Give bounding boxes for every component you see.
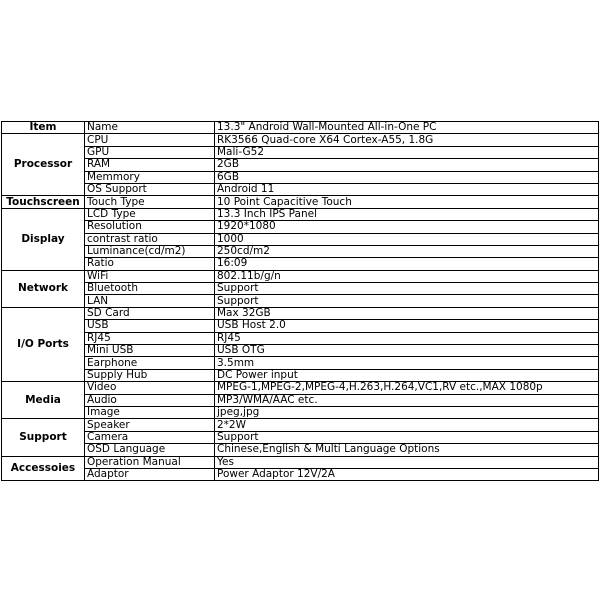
- table-row: [2, 183, 599, 195]
- spec-value-cell: 13.3 Inch IPS Panel: [215, 208, 599, 220]
- spec-name-cell: Earphone: [85, 357, 215, 369]
- table-row: [2, 146, 599, 158]
- spec-name-cell: Camera: [85, 431, 215, 443]
- group-label: Accessoies: [2, 456, 85, 481]
- header-value-cell: 13.3" Android Wall-Mounted All-in-One PC: [215, 122, 599, 134]
- table-row: [2, 382, 599, 394]
- table-row: [2, 295, 599, 307]
- table-row: [2, 320, 599, 332]
- spec-value-cell: MPEG-1,MPEG-2,MPEG-4,H.263,H.264,VC1,RV etc.,MAX 1080p: [215, 382, 599, 394]
- group-label: Media: [2, 382, 85, 419]
- spec-value-cell: Support: [215, 283, 599, 295]
- group-label: Processor: [2, 134, 85, 196]
- spec-value-cell: Power Adaptor 12V/2A: [215, 468, 599, 480]
- spec-value-cell: Mali-G52: [215, 146, 599, 158]
- header-name-cell: Name: [85, 122, 215, 134]
- table-row: [2, 468, 599, 480]
- spec-name-cell: Video: [85, 382, 215, 394]
- spec-value-cell: 2*2W: [215, 419, 599, 431]
- table-row: [2, 221, 599, 233]
- spec-value-cell: USB OTG: [215, 345, 599, 357]
- spec-name-cell: SD Card: [85, 307, 215, 319]
- table-row: [2, 307, 599, 319]
- header-item-cell: Item: [2, 122, 85, 134]
- spec-table: [1, 121, 599, 481]
- header-row: [2, 122, 599, 134]
- spec-name-cell: USB: [85, 320, 215, 332]
- spec-value-cell: 802.11b/g/n: [215, 270, 599, 282]
- spec-value-cell: jpeg,jpg: [215, 406, 599, 418]
- spec-name-cell: Bluetooth: [85, 283, 215, 295]
- spec-name-cell: Touch Type: [85, 196, 215, 208]
- spec-value-cell: MP3/WMA/AAC etc.: [215, 394, 599, 406]
- spec-name-cell: Operation Manual: [85, 456, 215, 468]
- spec-name-cell: LCD Type: [85, 208, 215, 220]
- spec-name-cell: RAM: [85, 159, 215, 171]
- table-row: [2, 345, 599, 357]
- table-row: [2, 357, 599, 369]
- spec-value-cell: 10 Point Capacitive Touch: [215, 196, 599, 208]
- spec-name-cell: OS Support: [85, 183, 215, 195]
- table-row: [2, 270, 599, 282]
- spec-name-cell: Resolution: [85, 221, 215, 233]
- spec-value-cell: 3.5mm: [215, 357, 599, 369]
- spec-name-cell: Mini USB: [85, 345, 215, 357]
- spec-name-cell: LAN: [85, 295, 215, 307]
- table-row: [2, 233, 599, 245]
- spec-name-cell: Adaptor: [85, 468, 215, 480]
- group-label: Support: [2, 419, 85, 456]
- spec-name-cell: RJ45: [85, 332, 215, 344]
- spec-name-cell: Audio: [85, 394, 215, 406]
- spec-name-cell: CPU: [85, 134, 215, 146]
- spec-value-cell: Yes: [215, 456, 599, 468]
- spec-name-cell: GPU: [85, 146, 215, 158]
- spec-name-cell: Supply Hub: [85, 369, 215, 381]
- spec-value-cell: Support: [215, 431, 599, 443]
- table-row: [2, 406, 599, 418]
- spec-value-cell: 1920*1080: [215, 221, 599, 233]
- table-row: [2, 208, 599, 220]
- spec-name-cell: WiFi: [85, 270, 215, 282]
- table-row: [2, 159, 599, 171]
- spec-value-cell: DC Power input: [215, 369, 599, 381]
- spec-value-cell: 2GB: [215, 159, 599, 171]
- spec-value-cell: 6GB: [215, 171, 599, 183]
- table-row: [2, 456, 599, 468]
- group-label: Touchscreen: [2, 196, 85, 208]
- table-row: [2, 394, 599, 406]
- spec-value-cell: USB Host 2.0: [215, 320, 599, 332]
- spec-value-cell: Chinese,English & Multi Language Options: [215, 444, 599, 456]
- table-row: [2, 332, 599, 344]
- spec-value-cell: Support: [215, 295, 599, 307]
- spec-value-cell: Android 11: [215, 183, 599, 195]
- table-row: [2, 369, 599, 381]
- spec-value-cell: RK3566 Quad-core X64 Cortex-A55, 1.8G: [215, 134, 599, 146]
- spec-value-cell: 1000: [215, 233, 599, 245]
- spec-name-cell: Speaker: [85, 419, 215, 431]
- spec-value-cell: 16:09: [215, 258, 599, 270]
- spec-name-cell: Ratio: [85, 258, 215, 270]
- spec-name-cell: Luminance(cd/m2): [85, 245, 215, 257]
- group-label: Display: [2, 208, 85, 270]
- table-row: [2, 134, 599, 146]
- table-row: [2, 431, 599, 443]
- spec-name-cell: OSD Language: [85, 444, 215, 456]
- table-row: [2, 245, 599, 257]
- spec-value-cell: Max 32GB: [215, 307, 599, 319]
- table-row: [2, 171, 599, 183]
- table-row: [2, 258, 599, 270]
- table-row: [2, 444, 599, 456]
- spec-name-cell: contrast ratio: [85, 233, 215, 245]
- spec-value-cell: RJ45: [215, 332, 599, 344]
- spec-value-cell: 250cd/m2: [215, 245, 599, 257]
- table-row: [2, 419, 599, 431]
- group-label: I/O Ports: [2, 307, 85, 381]
- spec-name-cell: Memmory: [85, 171, 215, 183]
- table-row: [2, 283, 599, 295]
- spec-name-cell: Image: [85, 406, 215, 418]
- group-label: Network: [2, 270, 85, 307]
- table-row: [2, 196, 599, 208]
